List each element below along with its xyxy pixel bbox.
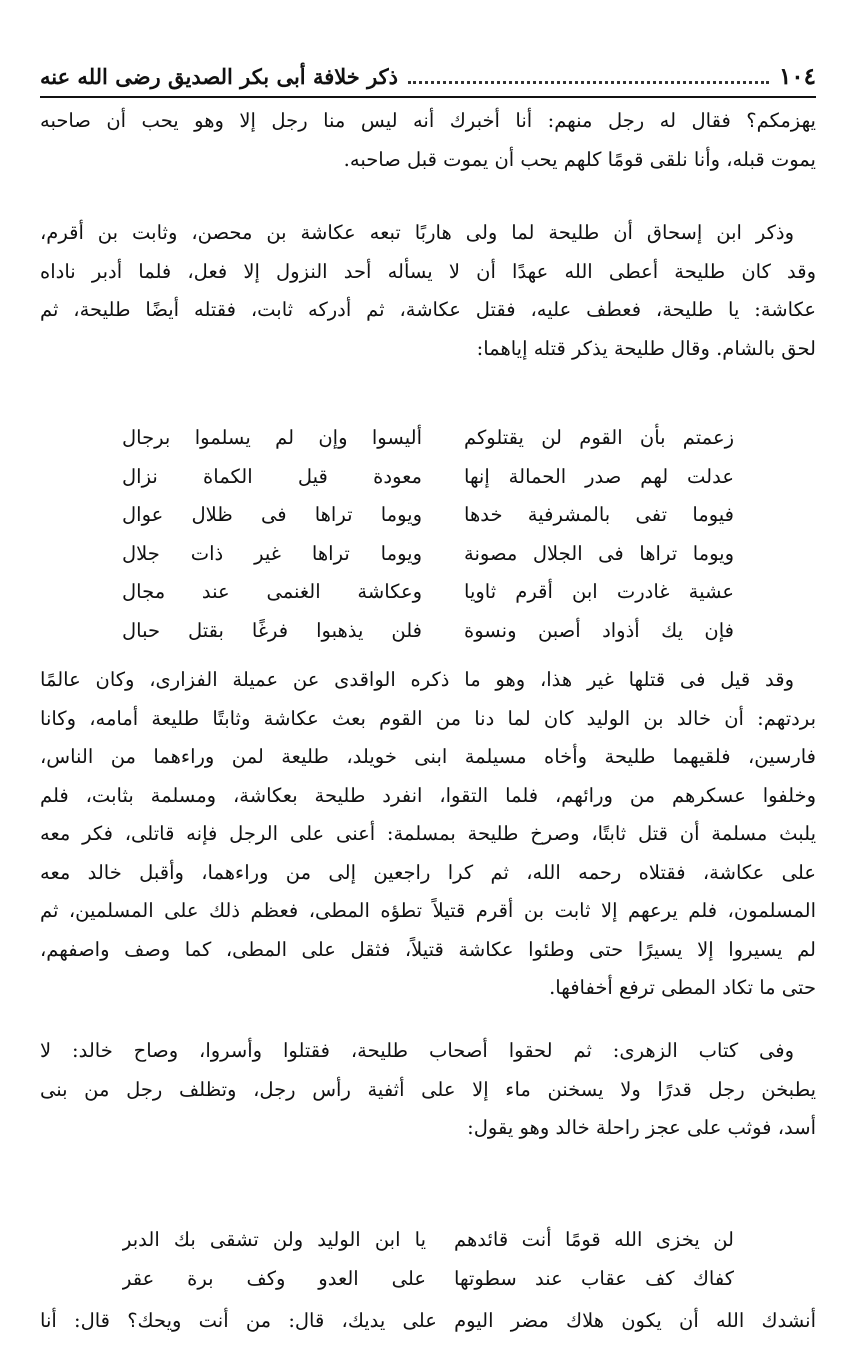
verse: [122, 612, 734, 651]
verse: [122, 573, 734, 612]
hemistich-second: يا ابن الوليد ولن تشقى بك الدبر: [122, 1228, 426, 1251]
text-line: على عكاشة، فقتلاه رحمه الله، ثم كرا راجعين إلى من وراءهما، وأقبل خالد معه: [40, 860, 816, 884]
text-line: يموت قبله، وأنا نلقى قومًا كلهم يحب أن يموت قبل صاحبه.: [343, 147, 816, 171]
paragraph-5: [40, 1302, 816, 1341]
hemistich-second: فلن يذهبوا فرغًا بقتل حبال: [122, 618, 422, 642]
hemistich-second: على العدو وكف برة عقر: [122, 1266, 426, 1290]
verse: [122, 419, 734, 458]
verse: [122, 496, 734, 535]
poem-1: [122, 419, 734, 650]
paragraph-3: [40, 661, 816, 1008]
text-line: لحق بالشام. وقال طليحة يذكر قتله إياهما:: [476, 336, 816, 360]
hemistich-first: عشية غادرت ابن أقرم ثاويا: [464, 580, 734, 603]
text-line: عكاشة: يا طليحة، فعطف عليه، فقتل عكاشة، ثم أدركه ثابت، فقتله أيضًا طليحة، ثم: [40, 298, 816, 321]
paragraph-1: [40, 102, 816, 179]
text-line: بردتهم: أن خالد بن الوليد كان لما دنا من القوم بعث عكاشة وثابتًا طليعة أمامه، وكانا: [40, 706, 816, 730]
verse: [122, 1221, 734, 1260]
text-line: المسلمون، فلم يرعهم إلا ثابت بن أقرم قتيلاً تطؤه المطى، فعظم ذلك على المسلمين، ثم: [40, 899, 816, 922]
hemistich-second: وعكاشة الغنمى عند مجال: [122, 580, 422, 603]
text-line: وقد قيل فى قتلها غير هذا، وهو ما ذكره الواقدى عن عميلة الفزارى، وكان عالمًا: [40, 668, 794, 691]
text-line: يطبخن رجل قدرًا ولا يسخنن ماء إلا على أثفية رأس رجل، وتظلف رجل من بنى: [40, 1077, 816, 1101]
leader-dots: [408, 81, 769, 84]
hemistich-first: ويوما تراها فى الجلال مصونة: [464, 541, 734, 565]
text-line: وفى كتاب الزهرى: ثم لحقوا أصحاب طليحة، فقتلوا وأسروا، وصاح خالد: لا: [40, 1039, 794, 1062]
running-title: ذكر خلافة أبى بكر الصديق رضى الله عنه: [40, 63, 399, 89]
text-line: لم يسيروا إلا يسيرًا حتى وطئوا عكاشة قتيلاً، فثقل على المطى، كما وصف واصفهم،: [40, 937, 816, 961]
hemistich-first: فإن يك أذواد أصبن ونسوة: [464, 618, 734, 642]
verse: [122, 535, 734, 574]
text-line: وخلفوا عسكرهم من ورائهم، فلما التقوا، انفرد طليحة بعكاشة، ومسلمة بثابت، فلم: [40, 783, 816, 807]
hemistich-first: لن يخزى الله قومًا أنت قائدهم: [454, 1228, 734, 1251]
hemistich-first: فيوما تفى بالمشرفية خدها: [464, 503, 734, 526]
verse: [122, 458, 734, 497]
hemistich-first: عدلت لهم صدر الحمالة إنها: [464, 464, 734, 488]
text-line: وقد كان طليحة أعطى الله عهدًا أن لا يسأله أحد النزول إلا فعل، فلما أدبر ناداه: [40, 259, 816, 283]
hemistich-second: ويوما تراها فى ظلال عوال: [122, 503, 422, 526]
hemistich-second: أليسوا وإن لم يسلموا برجال: [122, 426, 422, 449]
hemistich-second: ويوما تراها غير ذات جلال: [122, 541, 422, 565]
text-line: وذكر ابن إسحاق أن طليحة لما ولى هاربًا تبعه عكاشة بن محصن، وثابت بن أقرم،: [40, 221, 794, 244]
hemistich-second: معودة قيل الكماة نزال: [122, 464, 422, 488]
text-line: فارسين، فلقيهما طليحة وأخاه مسيلمة ابنى خويلد، طليعة لمن وراءهما من الناس،: [40, 745, 816, 768]
paragraph-2: [40, 214, 816, 368]
hemistich-first: كفاك كف عقاب عند سطوتها: [454, 1266, 734, 1290]
text-line: أنشدك الله أن يكون هلاك مضر اليوم على يديك، قال: من أنت ويحك؟ قال: أنا: [40, 1309, 816, 1332]
page-number: ١٠٤: [778, 62, 816, 90]
verse: [122, 1260, 734, 1299]
text-line: حتى ما تكاد المطى ترفع أخفافها.: [549, 976, 816, 999]
paragraph-4: [40, 1032, 816, 1148]
poem-2: [122, 1221, 734, 1298]
hemistich-first: زعمتم بأن القوم لن يقتلوكم: [464, 426, 734, 449]
page-header: [40, 56, 816, 98]
text-line: يلبث مسلمة أن قتل ثابتًا، وصرخ طليحة بمسلمة: أعنى على الرجل فإنه قاتلى، فكر معه: [40, 822, 816, 845]
text-line: يهزمكم؟ فقال له رجل منهم: أنا أخبرك أنه ليس منا رجل إلا وهو يحب أن صاحبه: [40, 109, 816, 132]
text-line: أسد، فوثب على عجز راحلة خالد وهو يقول:: [467, 1116, 816, 1139]
